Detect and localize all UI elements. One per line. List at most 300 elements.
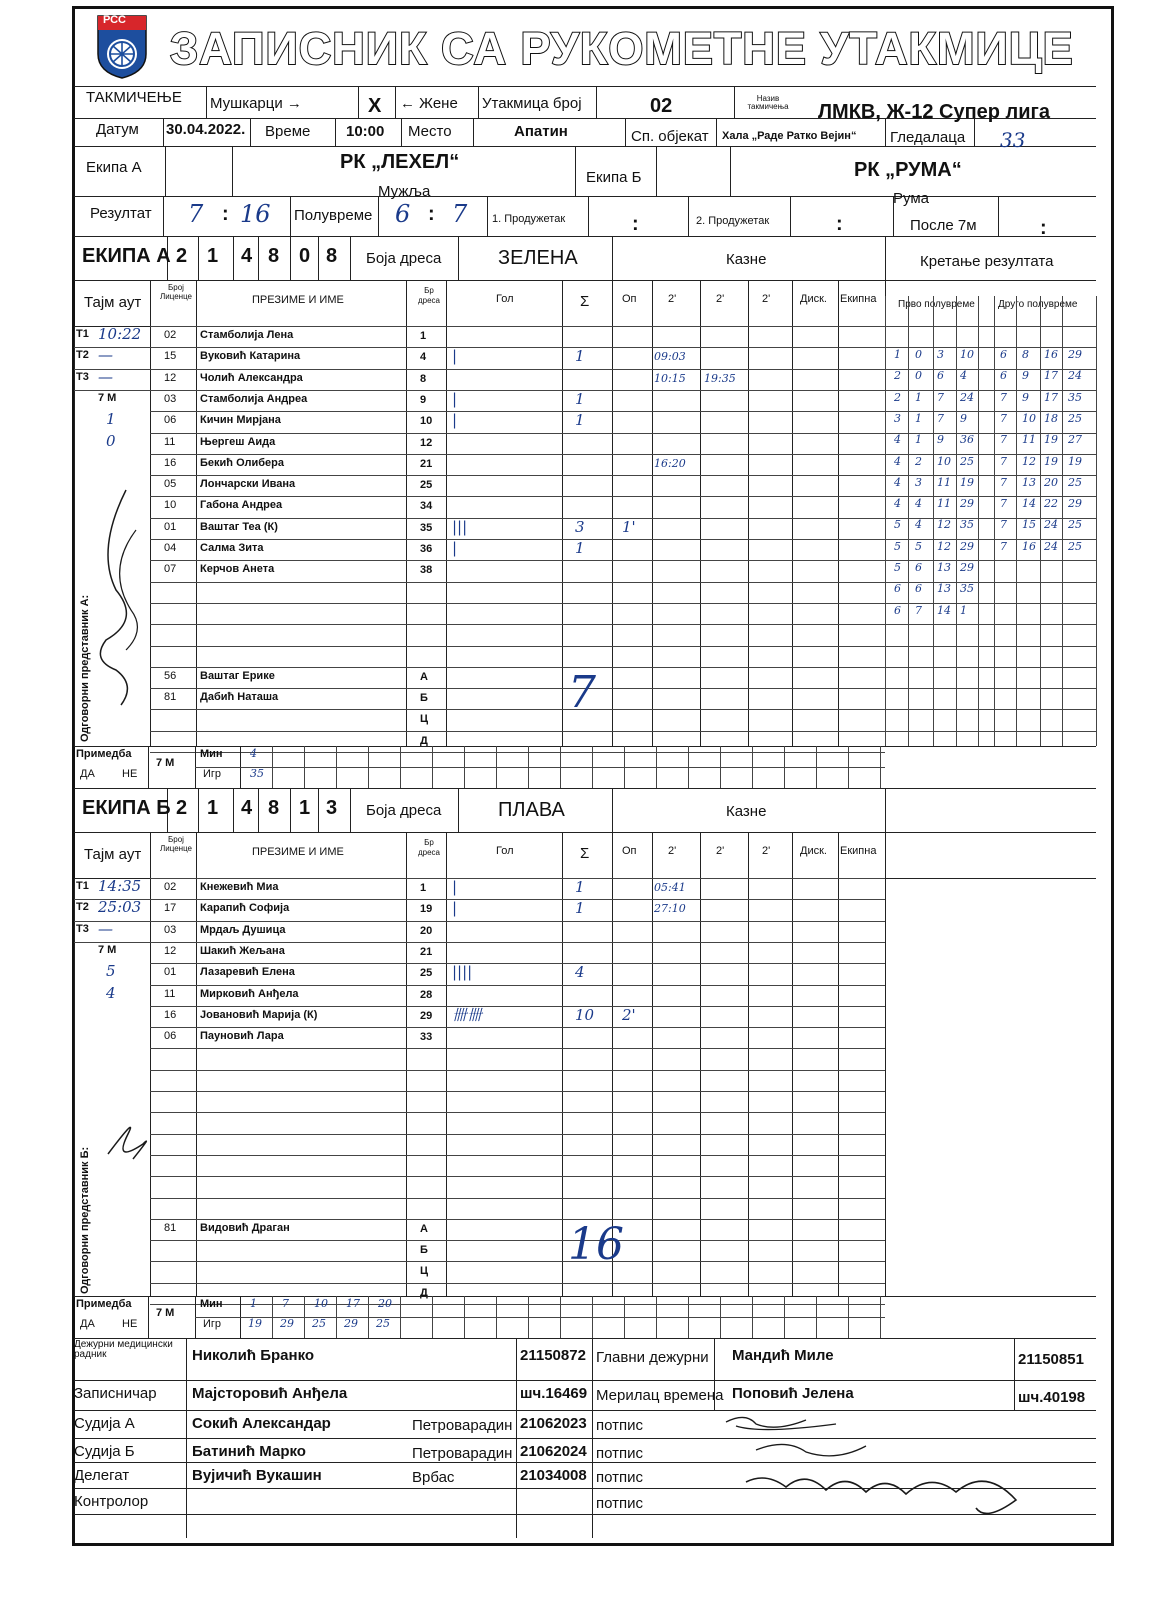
team_a-7m-label: 7 М <box>98 391 117 404</box>
progress-cell: 2 <box>894 390 901 404</box>
team_b-label: ЕКИПА Б <box>82 797 171 819</box>
team_b-player-number: 28 <box>420 988 433 1001</box>
result-label: Резултат <box>90 205 152 222</box>
grid-line <box>792 832 793 1296</box>
team_a-igr-value: 35 <box>250 767 264 780</box>
team_a-player-goals: | <box>452 389 458 408</box>
grid-line <box>150 752 885 753</box>
grid-line <box>150 1091 885 1092</box>
grid-line <box>838 280 839 746</box>
place-value: Апатин <box>514 123 568 140</box>
team_a-player-number: 38 <box>420 564 433 577</box>
after7-colon: : <box>1040 217 1047 239</box>
progress-cell: 0 <box>915 348 922 361</box>
team_b-min-value: 20 <box>378 1297 392 1310</box>
team_b-code-digit: 8 <box>268 797 280 819</box>
team_a-code-digit: 2 <box>176 245 188 267</box>
grid-line <box>885 326 1096 327</box>
team_b-player-name: Лазаревић Елена <box>200 966 295 979</box>
grid-line <box>1016 296 1017 746</box>
team_b-player-licence: 06 <box>164 1030 177 1043</box>
grid-line <box>885 646 1096 647</box>
team_a-col-2min: 2' <box>716 293 725 305</box>
team_b-player-number: 21 <box>420 945 433 958</box>
progress-cell: 6 <box>894 603 901 617</box>
team_b-7m-shots: 4 <box>106 983 116 1002</box>
team_a-7m-goals: 1 <box>106 410 116 429</box>
team_b-official-licence: 81 <box>164 1221 177 1234</box>
grid-line <box>196 280 197 746</box>
progress-cell: 4 <box>894 454 901 468</box>
progress-cell: 19 <box>960 475 974 489</box>
footer-name: Батинић Марко <box>192 1443 306 1460</box>
progress-cell: 7 <box>937 390 944 404</box>
grid-line <box>74 942 150 943</box>
team_a-note-label: Примедба <box>76 748 132 760</box>
grid-line <box>150 369 885 370</box>
grid-line <box>350 788 351 832</box>
team_a-player-licence: 07 <box>164 563 177 576</box>
grid-line <box>74 1410 1096 1411</box>
grid-line <box>74 326 75 746</box>
team-a-label: Екипа А <box>86 159 142 176</box>
grid-line <box>198 236 199 280</box>
team_a-player-licence: 02 <box>164 329 177 341</box>
team_b-player-licence: 01 <box>164 966 177 979</box>
team_b-player-licence: 02 <box>164 881 177 893</box>
grid-line <box>150 921 885 922</box>
footer-city: Врбас <box>412 1469 455 1486</box>
team_a-player-name: Вуковић Катарина <box>200 350 301 363</box>
grid-line <box>74 788 1096 789</box>
place-label: Место <box>408 123 452 140</box>
team_b-col-licence: Број Лиценце <box>159 835 193 853</box>
team_a-official-code: Б <box>420 692 428 705</box>
team_a-player-name: Чолић Александра <box>200 371 303 384</box>
spectators-label: Гледалаца <box>890 129 966 146</box>
progress-cell: 7 <box>937 411 944 425</box>
grid-line <box>473 118 474 146</box>
team_a-player-name: Ваштаг Теа (К) <box>200 520 278 533</box>
team_b-timeout-value: — <box>98 919 113 938</box>
progress-cell: 4 <box>894 497 901 511</box>
page-title: ЗАПИСНИК СА РУКОМЕТНЕ УТАКМИЦЕ <box>170 23 1074 74</box>
grid-line <box>885 236 886 280</box>
footer-id: 21034008 <box>520 1467 587 1484</box>
team_a-player-licence: 15 <box>164 350 177 363</box>
grid-line <box>198 788 199 832</box>
team_b-shirt-color: ПЛАВА <box>498 799 565 821</box>
team_b-player-number: 1 <box>420 882 427 894</box>
grid-line <box>150 1198 885 1199</box>
team_b-col-shirt: Бр дреса <box>417 838 440 858</box>
spectators-value: 33 <box>1000 128 1026 152</box>
team_b-col-timeout: Тајм аут <box>84 846 142 863</box>
progress-cell: 19 <box>1044 433 1058 447</box>
team_a-col-licence: Број Лиценце <box>159 283 193 301</box>
progress-cell: 4 <box>894 433 901 447</box>
progress-cell: 15 <box>1022 518 1036 532</box>
grid-line <box>74 1380 1096 1381</box>
men-label: Мушкарци → <box>210 95 302 112</box>
footer-role-label: Записничар <box>74 1385 157 1402</box>
team_b-timeout-label: T3 <box>76 922 89 935</box>
team_b-player-number: 19 <box>420 903 433 916</box>
team_b-igr-value: 25 <box>376 1317 390 1330</box>
team_a-min-value: 4 <box>250 747 257 760</box>
grid-line <box>150 518 885 519</box>
progress-cell: 29 <box>1068 497 1082 511</box>
grid-line <box>748 832 749 1296</box>
team_a-player-name: Салма Зита <box>200 542 264 554</box>
team_a-player-goals: | <box>452 411 458 430</box>
grid-line <box>792 280 793 746</box>
team_a-player-licence: 10 <box>164 499 177 512</box>
grid-line <box>956 296 957 746</box>
team_a-note-no: НЕ <box>122 768 138 780</box>
grid-line <box>150 667 885 668</box>
grid-line <box>150 326 885 327</box>
progress-cell: 7 <box>1000 433 1007 447</box>
team_b-igr-value: 29 <box>344 1317 358 1330</box>
team_a-player-number: 8 <box>420 372 427 385</box>
footer-role-label: Дежурни медицински радник <box>74 1339 173 1360</box>
team_b-official-code: Д <box>420 1286 428 1299</box>
team_b-min-label: Мин <box>200 1298 223 1310</box>
team_a-col-2min: 2' <box>762 293 771 305</box>
team_a-player-licence: 04 <box>164 542 177 554</box>
team_b-player-name: Карапић Софија <box>200 902 290 915</box>
grid-line <box>163 118 164 146</box>
team_b-player-goals: | <box>452 899 458 918</box>
grid-line <box>150 411 885 412</box>
progress-cell: 14 <box>1022 497 1036 511</box>
grid-line <box>148 1296 149 1338</box>
col-second-half: Друго полувреме <box>998 299 1078 310</box>
team_a-player-penalty-2: 19:35 <box>704 371 736 385</box>
team_b-col-team: Екипна <box>840 845 877 857</box>
progress-cell: 7 <box>915 603 922 617</box>
progress-cell: 3 <box>894 411 901 425</box>
team_a-igr-label: Игр <box>203 768 222 780</box>
progress-cell: 7 <box>1000 518 1007 532</box>
progress-cell: 24 <box>960 390 974 404</box>
grid-line <box>592 1338 593 1538</box>
team_b-igr-value: 19 <box>248 1317 262 1330</box>
grid-line <box>562 832 563 1296</box>
team_b-col-goal: Гол <box>496 845 514 857</box>
grid-line <box>1014 1338 1015 1410</box>
progress-cell: 6 <box>937 369 944 383</box>
progress-cell: 29 <box>960 539 974 553</box>
grid-line <box>885 788 886 832</box>
team_b-player-warning: 2' <box>622 1005 636 1024</box>
team_a-player-name: Стамболија Лена <box>200 329 294 341</box>
grid-line <box>150 1261 885 1262</box>
grid-line <box>250 118 251 146</box>
team_b-col-2min: 2' <box>762 845 771 857</box>
progress-cell: 20 <box>1044 475 1058 489</box>
team_a-player-name: Лончарски Ивана <box>200 478 296 491</box>
grid-line <box>74 878 75 1296</box>
progress-cell: 12 <box>937 539 951 553</box>
progress-cell: 1 <box>960 603 967 617</box>
team_b-representative-label: Одговорни представник Б: <box>79 1146 91 1294</box>
team_a-7m-shots: 0 <box>106 431 116 450</box>
team_a-player-number: 1 <box>420 330 427 342</box>
team_a-code-digit: 1 <box>207 245 219 267</box>
team_b-code-digit: 1 <box>207 797 219 819</box>
team_a-timeout-value: — <box>98 367 113 386</box>
progress-cell: 1 <box>894 348 901 361</box>
team_b-col-disq: Диск. <box>800 845 827 857</box>
col-first-half: Прво полувреме <box>898 299 975 310</box>
footer-role-label: Судија А <box>74 1415 135 1432</box>
competition-label: ТАКМИЧЕЊЕ <box>86 89 182 106</box>
footer-role-label: Делегат <box>74 1467 130 1484</box>
team_b-player-name: Јовановић Марија (К) <box>200 1008 318 1021</box>
footer-role2-label: потпис <box>596 1417 644 1434</box>
team_b-player-licence: 12 <box>164 944 177 957</box>
team_a-player-name: Керчов Анета <box>200 563 275 576</box>
grid-line <box>150 603 885 604</box>
footer-id2: 21150851 <box>1018 1351 1084 1368</box>
half-b: 7 <box>452 200 468 228</box>
time-label: Време <box>265 123 311 140</box>
grid-line <box>575 146 576 196</box>
grid-line <box>290 196 291 236</box>
progress-cell: 4 <box>894 475 901 489</box>
grid-line <box>150 832 151 1296</box>
team_a-player-number: 36 <box>420 543 433 555</box>
grid-line <box>150 390 885 391</box>
progress-cell: 16 <box>1044 348 1058 361</box>
team_b-player-licence: 03 <box>164 923 177 936</box>
team_a-player-penalty-1: 16:20 <box>654 456 686 470</box>
half-label: Полувреме <box>294 207 373 224</box>
progress-cell: 1 <box>915 411 922 425</box>
grid-line <box>318 788 319 832</box>
grid-line <box>150 1006 885 1007</box>
team_a-official-licence: 56 <box>164 669 177 682</box>
progress-cell: 27 <box>1068 433 1082 447</box>
grid-line <box>150 454 885 455</box>
team_a-col-warn: Оп <box>622 293 637 305</box>
half-colon: : <box>428 203 435 225</box>
signature-representative-b <box>98 1104 158 1174</box>
progress-cell: 1 <box>915 433 922 447</box>
grid-line <box>652 832 653 1296</box>
progress-cell: 6 <box>915 561 922 574</box>
footer-name: Сокић Александар <box>192 1415 331 1432</box>
team_b-player-number: 20 <box>420 924 433 937</box>
grid-line <box>150 1048 885 1049</box>
team_b-7m-label: 7 М <box>98 943 117 956</box>
grid-line <box>150 582 885 583</box>
team_a-player-name: Бекић Олибера <box>200 456 284 469</box>
grid-line <box>150 709 885 710</box>
grid-line <box>994 296 995 746</box>
team_b-col-2min: 2' <box>716 845 725 857</box>
x-mark: X <box>368 95 382 117</box>
team_a-player-number: 21 <box>420 457 433 470</box>
team_a-player-warning: 1' <box>622 517 636 536</box>
grid-line <box>656 146 657 196</box>
progress-cell: 17 <box>1044 369 1058 383</box>
progress-cell: 10 <box>937 454 951 468</box>
progress-cell: 12 <box>1022 454 1036 468</box>
footer-role2-label: потпис <box>596 1495 644 1512</box>
team_a-code-digit: 8 <box>326 245 338 267</box>
progress-cell: 25 <box>1068 411 1082 425</box>
progress-cell: 16 <box>1022 539 1036 553</box>
progress-cell: 9 <box>937 433 944 447</box>
signatures-officials <box>716 1412 1056 1542</box>
grid-line <box>150 347 885 348</box>
progress-cell: 11 <box>937 497 951 511</box>
progress-cell: 7 <box>1000 411 1007 425</box>
team_b-player-licence: 17 <box>164 902 177 915</box>
team_a-col-team: Екипна <box>840 293 877 305</box>
comp-name: ЛМКВ, Ж-12 Супер лига <box>818 101 1050 123</box>
grid-line <box>652 280 653 746</box>
team_b-player-name: Шакић Жељана <box>200 944 285 957</box>
progress-cell: 12 <box>937 518 951 532</box>
progress-cell: 35 <box>960 518 974 532</box>
progress-cell: 11 <box>937 475 951 489</box>
grid-line <box>487 196 488 236</box>
team_b-timeout-value: 25:03 <box>98 898 142 917</box>
progress-cell: 36 <box>960 433 974 447</box>
result-colon: : <box>222 203 229 225</box>
grid-line <box>290 788 291 832</box>
grid-line <box>74 86 1096 87</box>
team_a-note-yes: ДА <box>80 768 95 780</box>
grid-line <box>478 86 479 118</box>
grid-line <box>378 196 379 236</box>
team_b-note-label: Примедба <box>76 1298 132 1310</box>
progress-cell: 6 <box>894 582 901 596</box>
grid-line <box>74 832 1096 833</box>
team-a-city: Мужља <box>378 183 431 200</box>
grid-line <box>74 146 1096 147</box>
team_a-player-number: 25 <box>420 479 433 492</box>
grid-line <box>730 146 731 196</box>
team_a-player-name: Њергеш Аида <box>200 435 276 448</box>
team_b-code-digit: 2 <box>176 797 188 819</box>
grid-line <box>150 731 885 732</box>
grid-line <box>516 1338 517 1538</box>
grid-line <box>790 196 791 236</box>
progress-cell: 29 <box>960 497 974 511</box>
team_a-shirt-label: Боја дреса <box>366 250 442 267</box>
footer-role2-label: потпис <box>596 1469 644 1486</box>
team_b-penalties-label: Казне <box>726 803 767 820</box>
team_a-timeout-value: 10:22 <box>98 325 142 343</box>
grid-line <box>978 296 979 746</box>
ot1-colon: : <box>632 213 639 235</box>
team_a-col-disq: Диск. <box>800 293 827 305</box>
progress-cell: 24 <box>1044 539 1058 553</box>
team_b-note-yes: ДА <box>80 1318 95 1330</box>
grid-line <box>150 539 885 540</box>
date-value: 30.04.2022. <box>166 121 246 138</box>
team_b-player-goals: 卌卌 <box>452 1005 483 1024</box>
progress-cell: 8 <box>1022 348 1029 361</box>
team_b-player-licence: 16 <box>164 1008 177 1021</box>
ot2-label: 2. Продужетак <box>696 215 770 227</box>
team_a-min-label: Мин <box>200 748 223 760</box>
team_b-igr-value: 29 <box>280 1317 294 1330</box>
team_a-official-licence: 81 <box>164 691 177 704</box>
grid-line <box>290 236 291 280</box>
team_a-player-licence: 12 <box>164 371 177 384</box>
team_b-min-value: 1 <box>250 1297 257 1310</box>
team_a-total-goals: 7 <box>568 666 596 718</box>
progress-cell: 7 <box>1000 497 1007 511</box>
team_b-timeout-value: 14:35 <box>98 877 142 895</box>
team-b-label: Екипа Б <box>586 169 642 186</box>
team_b-igr-label: Игр <box>203 1318 222 1330</box>
team_a-col-name: ПРЕЗИМЕ И ИМЕ <box>252 294 344 306</box>
grid-line <box>150 646 885 647</box>
grid-line <box>150 1112 885 1113</box>
team_b-player-number: 33 <box>420 1031 433 1044</box>
grid-line <box>885 709 1096 710</box>
grid-line <box>150 1134 885 1135</box>
team_b-total-goals: 16 <box>568 1218 624 1270</box>
progress-cell: 5 <box>894 539 901 553</box>
team-a-name: РК „ЛЕХЕЛ“ <box>340 151 460 173</box>
grid-line <box>150 496 885 497</box>
grid-line <box>150 942 885 943</box>
progress-cell: 7 <box>1000 390 1007 404</box>
team_b-player-name: Пауновић Лара <box>200 1030 284 1043</box>
result-b: 16 <box>240 200 271 228</box>
progress-cell: 25 <box>960 454 974 468</box>
footer-id: 21062023 <box>520 1415 587 1432</box>
team_b-official-code: Б <box>420 1244 428 1257</box>
half-a: 6 <box>395 200 411 228</box>
team_a-progress-label: Кретање резултата <box>920 253 1054 270</box>
team_a-timeout-label: T2 <box>76 349 89 362</box>
grid-line <box>150 1283 885 1284</box>
team_b-col-sum: Σ <box>580 845 590 862</box>
team_b-official-code: А <box>420 1222 428 1235</box>
signature-representative-a <box>86 470 156 710</box>
grid-line <box>458 788 459 832</box>
footer-name: Мајсторовић Анђела <box>192 1385 348 1402</box>
match-report-sheet <box>72 6 1114 1546</box>
grid-line <box>748 280 749 746</box>
team_a-7m-label-footer: 7 М <box>156 757 175 769</box>
progress-cell: 7 <box>1000 539 1007 553</box>
footer-role2-label: потпис <box>596 1445 644 1462</box>
team_a-penalties-label: Казне <box>726 251 767 268</box>
team_a-official-name: Дабић Наташа <box>200 691 279 704</box>
progress-cell: 18 <box>1044 411 1058 425</box>
grid-line <box>395 86 396 118</box>
team_a-player-licence: 16 <box>164 456 177 469</box>
grid-line <box>150 963 885 964</box>
grid-line <box>206 86 207 118</box>
grid-line <box>612 280 613 746</box>
team_b-player-goals: |||| <box>452 963 473 982</box>
team_a-player-goals: | <box>452 539 458 557</box>
grid-line <box>885 624 1096 625</box>
team_b-code-digit: 1 <box>299 797 311 819</box>
team_b-player-goals: | <box>452 878 458 896</box>
